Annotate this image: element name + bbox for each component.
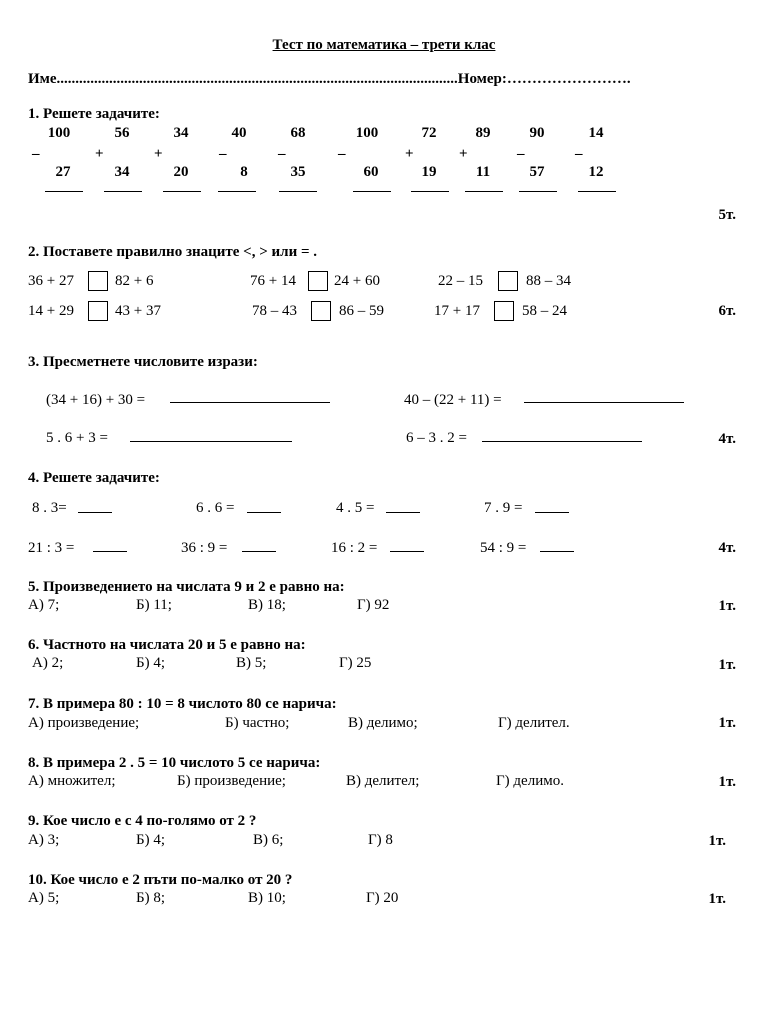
t2-sign-box[interactable] — [88, 271, 108, 291]
t2-right: 86 – 59 — [339, 303, 384, 319]
t7-option-d[interactable]: Г) делител. — [498, 715, 570, 731]
t10-option-d[interactable]: Г) 20 — [366, 890, 399, 906]
t4-expression: 36 : 9 = — [181, 540, 228, 556]
t4-answer-line[interactable] — [242, 551, 276, 552]
task4-score: 4т. — [718, 540, 736, 556]
t1-bottom: 19 — [421, 164, 437, 180]
t3-expression: 5 . 6 + 3 = — [46, 430, 108, 446]
task3-heading: 3. Пресметнете числовите изрази: — [28, 354, 258, 370]
task1-score: 5т. — [718, 207, 736, 223]
t2-left: 14 + 29 — [28, 303, 74, 319]
t4-expression: 6 . 6 = — [196, 500, 235, 516]
task9-score: 1т. — [708, 833, 726, 849]
t1-operator: – — [32, 146, 40, 162]
task5-heading: 5. Произведението на числата 9 и 2 е равно на: — [28, 579, 345, 595]
t1-operator: – — [219, 146, 227, 162]
task5-score: 1т. — [718, 598, 736, 614]
task6-score: 1т. — [718, 657, 736, 673]
t4-answer-line[interactable] — [540, 551, 574, 552]
t2-right: 88 – 34 — [526, 273, 571, 289]
t1-answer-line[interactable] — [45, 191, 83, 192]
t4-expression: 4 . 5 = — [336, 500, 375, 516]
t1-answer-line[interactable] — [411, 191, 449, 192]
t1-operator: – — [278, 146, 286, 162]
task10-score: 1т. — [708, 891, 726, 907]
t1-bottom: 57 — [529, 164, 545, 180]
name-number-line[interactable]: Име...........................................................................................................Номер:……………………. — [28, 71, 631, 87]
t2-sign-box[interactable] — [308, 271, 328, 291]
t3-expression: 40 – (22 + 11) = — [404, 392, 502, 408]
t4-expression: 7 . 9 = — [484, 500, 523, 516]
t1-bottom: 12 — [588, 164, 604, 180]
t1-answer-line[interactable] — [279, 191, 317, 192]
t1-answer-line[interactable] — [353, 191, 391, 192]
page-title: Тест по математика – трети клас — [272, 37, 496, 53]
t1-top: 100 — [355, 125, 379, 141]
t1-top: 100 — [47, 125, 71, 141]
t5-option-d[interactable]: Г) 92 — [357, 597, 390, 613]
t7-option-a[interactable]: А) произведение; — [28, 715, 140, 731]
task6-heading: 6. Частното на числата 20 и 5 е равно на: — [28, 637, 306, 653]
t3-expression: (34 + 16) + 30 = — [46, 392, 146, 408]
t9-option-a[interactable]: А) 3; — [28, 832, 60, 848]
t2-left: 22 – 15 — [438, 273, 483, 289]
t1-top: 72 — [421, 125, 437, 141]
t4-expression: 16 : 2 = — [331, 540, 378, 556]
t1-top: 14 — [588, 125, 604, 141]
t9-option-c[interactable]: В) 6; — [253, 832, 284, 848]
t2-right: 24 + 60 — [334, 273, 380, 289]
t2-right: 82 + 6 — [115, 273, 154, 289]
t4-expression: 21 : 3 = — [28, 540, 75, 556]
t2-left: 17 + 17 — [434, 303, 480, 319]
t1-operator: – — [575, 146, 583, 162]
t9-option-b[interactable]: Б) 4; — [136, 832, 166, 848]
t5-option-a[interactable]: А) 7; — [28, 597, 60, 613]
t8-option-d[interactable]: Г) делимо. — [496, 773, 564, 789]
t3-answer-line[interactable] — [482, 441, 642, 442]
t6-option-a[interactable]: А) 2; — [32, 655, 64, 671]
t3-expression: 6 – 3 . 2 = — [406, 430, 467, 446]
t4-answer-line[interactable] — [390, 551, 424, 552]
t2-right: 43 + 37 — [115, 303, 161, 319]
task2-score: 6т. — [718, 303, 736, 319]
t1-operator: – — [338, 146, 346, 162]
t3-answer-line[interactable] — [170, 402, 330, 403]
task3-score: 4т. — [718, 431, 736, 447]
task7-score: 1т. — [718, 715, 736, 731]
t2-sign-box[interactable] — [88, 301, 108, 321]
t4-answer-line[interactable] — [93, 551, 127, 552]
t1-bottom: 20 — [173, 164, 189, 180]
t6-option-d[interactable]: Г) 25 — [339, 655, 372, 671]
task2-heading: 2. Поставете правилно знаците <, > или = . — [28, 244, 318, 260]
t1-answer-line[interactable] — [104, 191, 142, 192]
t6-option-c[interactable]: В) 5; — [236, 655, 267, 671]
t10-option-b[interactable]: Б) 8; — [136, 890, 166, 906]
t6-option-b[interactable]: Б) 4; — [136, 655, 166, 671]
t4-answer-line[interactable] — [78, 512, 112, 513]
t2-right: 58 – 24 — [522, 303, 567, 319]
t1-operator: + — [405, 146, 414, 162]
t1-bottom: 34 — [114, 164, 130, 180]
t3-answer-line[interactable] — [524, 402, 684, 403]
task10-heading: 10. Кое число е 2 пъти по-малко от 20 ? — [28, 872, 293, 888]
t9-option-d[interactable]: Г) 8 — [368, 832, 393, 848]
t1-bottom: 11 — [475, 164, 491, 180]
t7-option-c[interactable]: В) делимо; — [348, 715, 418, 731]
task8-score: 1т. — [718, 774, 736, 790]
task7-heading: 7. В примера 80 : 10 = 8 числото 80 се нарича: — [28, 696, 337, 712]
t1-operator: + — [459, 146, 468, 162]
t5-option-b[interactable]: Б) 11; — [136, 597, 172, 613]
t4-answer-line[interactable] — [247, 512, 281, 513]
t2-sign-box[interactable] — [494, 301, 514, 321]
t7-option-b[interactable]: Б) частно; — [225, 715, 290, 731]
t4-expression: 54 : 9 = — [480, 540, 527, 556]
t1-operator: – — [517, 146, 525, 162]
t4-expression: 8 . 3= — [32, 500, 67, 516]
t1-bottom: 27 — [55, 164, 71, 180]
t2-sign-box[interactable] — [311, 301, 331, 321]
t1-top: 89 — [475, 125, 491, 141]
t3-answer-line[interactable] — [130, 441, 292, 442]
t1-answer-line[interactable] — [465, 191, 503, 192]
t1-answer-line[interactable] — [519, 191, 557, 192]
t1-operator: + — [95, 146, 104, 162]
t1-top: 68 — [290, 125, 306, 141]
t1-bottom: 60 — [363, 164, 379, 180]
task1-heading: 1. Решете задачите: — [28, 106, 160, 122]
t1-answer-line[interactable] — [578, 191, 616, 192]
t2-left: 36 + 27 — [28, 273, 74, 289]
t1-top: 34 — [173, 125, 189, 141]
t1-top: 56 — [114, 125, 130, 141]
t5-option-c[interactable]: В) 18; — [248, 597, 286, 613]
t10-option-c[interactable]: В) 10; — [248, 890, 286, 906]
t2-left: 78 – 43 — [252, 303, 297, 319]
t1-bottom: 35 — [290, 164, 306, 180]
t1-answer-line[interactable] — [218, 191, 256, 192]
t1-top: 90 — [529, 125, 545, 141]
t8-option-b[interactable]: Б) произведение; — [177, 773, 286, 789]
t1-operator: + — [154, 146, 163, 162]
t10-option-a[interactable]: А) 5; — [28, 890, 60, 906]
task8-heading: 8. В примера 2 . 5 = 10 числото 5 се нарича: — [28, 755, 321, 771]
t8-option-c[interactable]: В) делител; — [346, 773, 420, 789]
t2-left: 76 + 14 — [250, 273, 296, 289]
t4-answer-line[interactable] — [535, 512, 569, 513]
task4-heading: 4. Решете задачите: — [28, 470, 160, 486]
t4-answer-line[interactable] — [386, 512, 420, 513]
t1-top: 40 — [231, 125, 247, 141]
t2-sign-box[interactable] — [498, 271, 518, 291]
task9-heading: 9. Кое число е с 4 по-голямо от 2 ? — [28, 813, 257, 829]
t1-answer-line[interactable] — [163, 191, 201, 192]
t1-bottom: 8 — [240, 164, 248, 180]
t8-option-a[interactable]: А) множител; — [28, 773, 116, 789]
